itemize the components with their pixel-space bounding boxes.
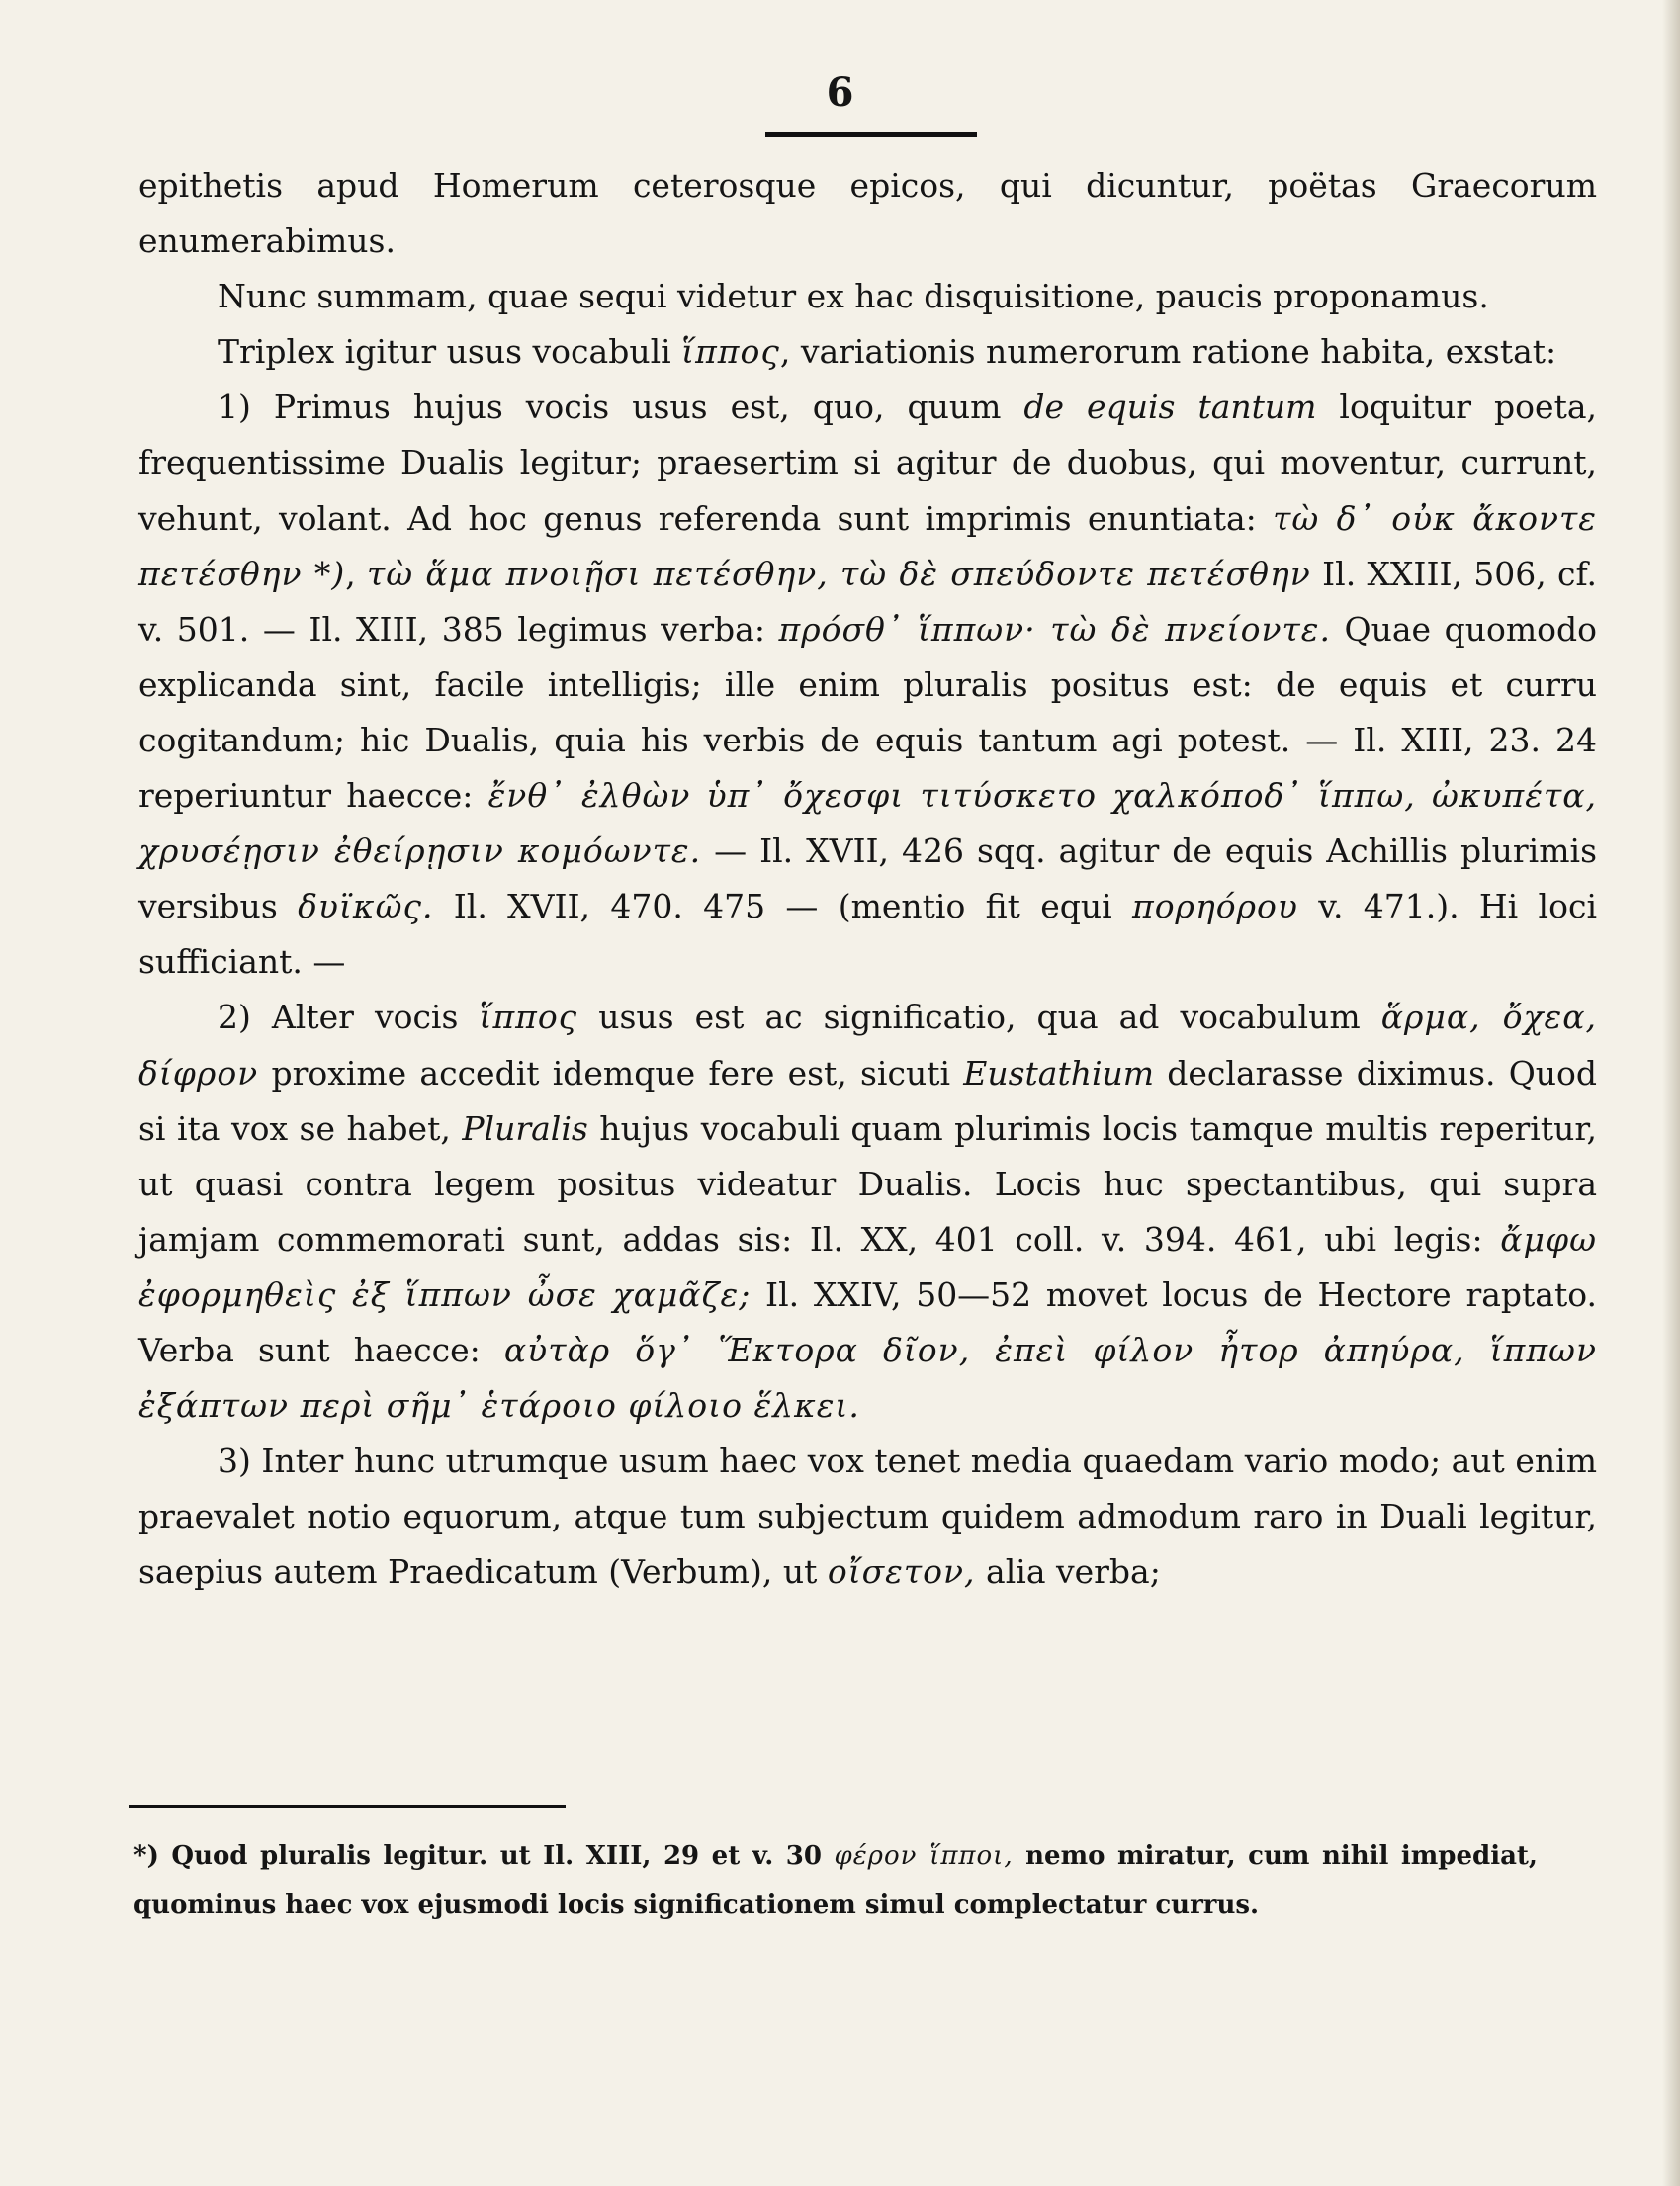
text-span: Il. XXIV, 50—52 movet locus de Hectore raptato. Verba sunt haecce: [138,1274,1597,1369]
emphasis: de equis tantum [1023,388,1317,427]
paragraph-3 [138,324,1597,380]
text-span: Il. XXIII, 506, cf. v. 501. — Il. XIII, 385 legimus verba: [138,554,1598,649]
text-span: nemo miratur, cum nihil impediat, quominus haec vox ejusmodi locis significationem simul complectatur currus. [133,1841,1538,1920]
text-span: v. 471.). Hi loci sufficiant. — [138,887,1598,982]
paragraph-6 [138,1434,1597,1600]
page-edge-shadow [1662,0,1680,2186]
text-span: declarasse diximus. Quod si ita vox se habet, [138,1053,1598,1148]
text-span: proxime accedit idemque fere est, sicuti [258,1053,964,1093]
text-span: 1) Primus hujus vocis usus est, quo, quum [218,388,1024,427]
text-span: Triplex igitur usus vocabuli [218,332,682,372]
paragraph-1 [138,158,1597,269]
greek-term: ἵππος [681,332,780,372]
text-span: usus est ac significatio, qua ad vocabulum [577,998,1381,1037]
greek-term: πορηόρου [1132,887,1298,926]
text-span: loquitur poeta, frequentissime Dualis legitur; praesertim si agitur de duobus, qui moventur, currunt, vehunt, volant. Ad hoc genus referenda sunt imprimis enuntiata: [138,388,1597,538]
body-text [138,158,1597,1600]
emphasis: Eustathium [963,1053,1155,1093]
greek-quote: αὐτὰρ ὅγ᾽ Ἕκτορα δῖον, ἐπεὶ φίλον ἦτορ ἀπηύρα, ἵππων ἐξάπτων περὶ σῆμ᾽ ἑτάροιο φίλοιο ἕλκει. [138,1330,1598,1426]
text-span: 3) Inter hunc utrumque usum haec vox tenet media quaedam vario modo; aut enim praevalet notio equorum, atque tum subjectum quidem admodum raro in Duali legitur, saepius autem Praedicatum (Verbum), ut [138,1442,1597,1592]
text-span: , [345,554,367,593]
greek-term: οἴσετον, [827,1552,976,1592]
greek-quote: ἄμφω ἐφορμηθεὶς ἐξ ἵππων ὦσε χαμᾶζε; [138,1219,1597,1314]
text-span: Nunc summam, quae sequi videtur ex hac disquisitione, paucis proponamus. [218,277,1489,316]
greek-quote: ἔνθ᾽ ἐλθὼν ὑπ᾽ ὄχεσφι τιτύσκετο χαλκόποδ᾽ ἵππω, ὠκυπέτα, χρυσέῃσιν ἐθείρῃσιν κομόωντε. [138,776,1597,871]
text-span: Il. XVII, 470. 475 — (mentio fit equi [433,887,1132,926]
text-span: — Il. XVII, 426 sqq. agitur de equis Achillis plurimis versibus [138,831,1597,926]
page-number: 6 [826,69,854,116]
greek-quote: τὼ ἅμα πνοιῇσι πετέσθην, τὼ δὲ σπεύδοντε πετέσθην [366,554,1311,593]
text-span: hujus vocabuli quam plurimis locis tamque multis reperitur, ut quasi contra legem positus videatur Dualis. Locis huc spectantibus, qui supra jamjam commemorati sunt, addas sis: Il. XX, 401 coll. v. 394. 461, ubi legis: [138,1108,1597,1259]
header-rule [765,132,977,137]
greek-term: δυϊκῶς. [298,887,434,926]
paragraph-5 [138,990,1597,1434]
greek-term: ἅρμα, ὄχεα, δίφρον [138,998,1598,1093]
emphasis: Pluralis [462,1108,588,1148]
greek-term: φέρον ἵπποι, [834,1841,1014,1871]
text-span: Quae quomodo explicanda sint, facile intelligis; ille enim pluralis positus est: de equis et curru cogitandum; hic Dualis, quia his verbis de equis tantum agi potest. — Il. XIII, 23. 24 reperiuntur haecce: [138,609,1598,816]
text-span: , variationis numerorum ratione habita, exstat: [779,332,1557,372]
greek-quote: τὼ δ᾽ οὐκ ἄκοντε πετέσθην *) [138,498,1598,593]
footnote [133,1831,1538,1930]
paragraph-4 [138,380,1597,990]
text-span: epithetis apud Homerum ceterosque epicos, qui dicuntur, poëtas Graecorum enumerabimus. [138,166,1597,261]
paragraph-2 [138,269,1597,324]
footnote-rule [129,1805,566,1808]
greek-quote: πρόσθ᾽ ἵππων· τὼ δὲ πνείοντε. [778,609,1331,649]
text-span: *) Quod pluralis legitur. ut Il. XIII, 29 et v. 30 [133,1841,835,1871]
text-span: alia verba; [975,1552,1161,1592]
text-span: 2) Alter vocis [218,998,480,1037]
greek-term: ἵππος [479,998,578,1037]
